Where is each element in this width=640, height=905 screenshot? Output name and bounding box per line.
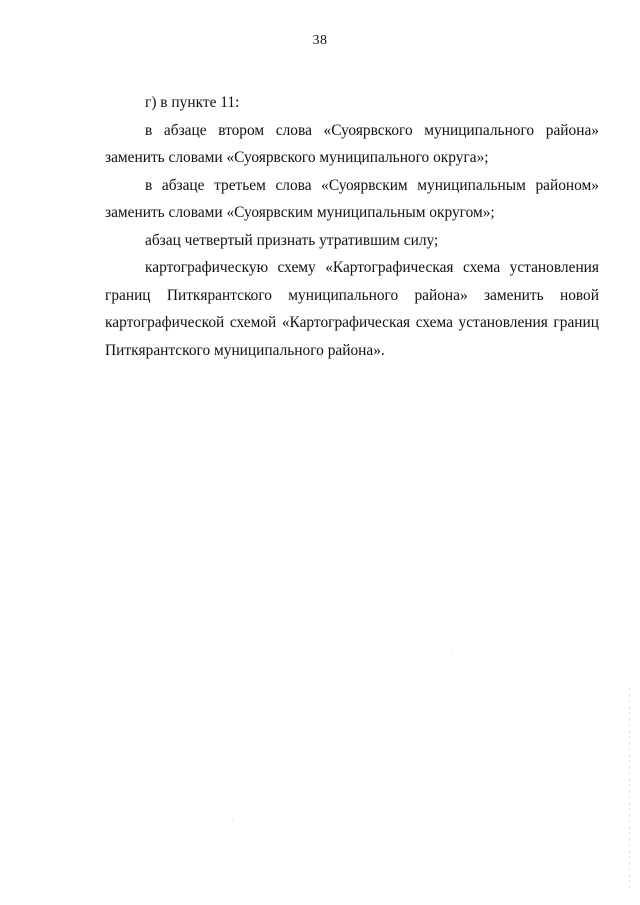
paragraph-item-g: г) в пункте 11: xyxy=(145,94,240,111)
paragraph-abzac-second: в абзаце втором слова «Суоярвского муниципального района» заменить словами «Суоярвского муниципального округа»; xyxy=(105,121,599,166)
paragraph-abzac-third: в абзаце третьем слова «Суоярвским муниципальным районом» заменить словами «Суоярвским муниципальным округом»; xyxy=(105,176,599,221)
scan-speck xyxy=(232,820,233,821)
paragraph-abzac-fourth: абзац четвертый признать утратившим силу; xyxy=(145,231,439,249)
scan-speck xyxy=(452,654,453,655)
paragraph-cartographic-scheme: картографическую схему «Картографическая схема установления границ Питкярантского муниципального района» заменить новой картографической схемой «Картографическая схема установления границ Питкярантского муниципального района». xyxy=(105,259,599,359)
scan-edge-artifact xyxy=(629,688,630,888)
document-body xyxy=(105,89,599,364)
page-number: 38 xyxy=(312,33,328,48)
